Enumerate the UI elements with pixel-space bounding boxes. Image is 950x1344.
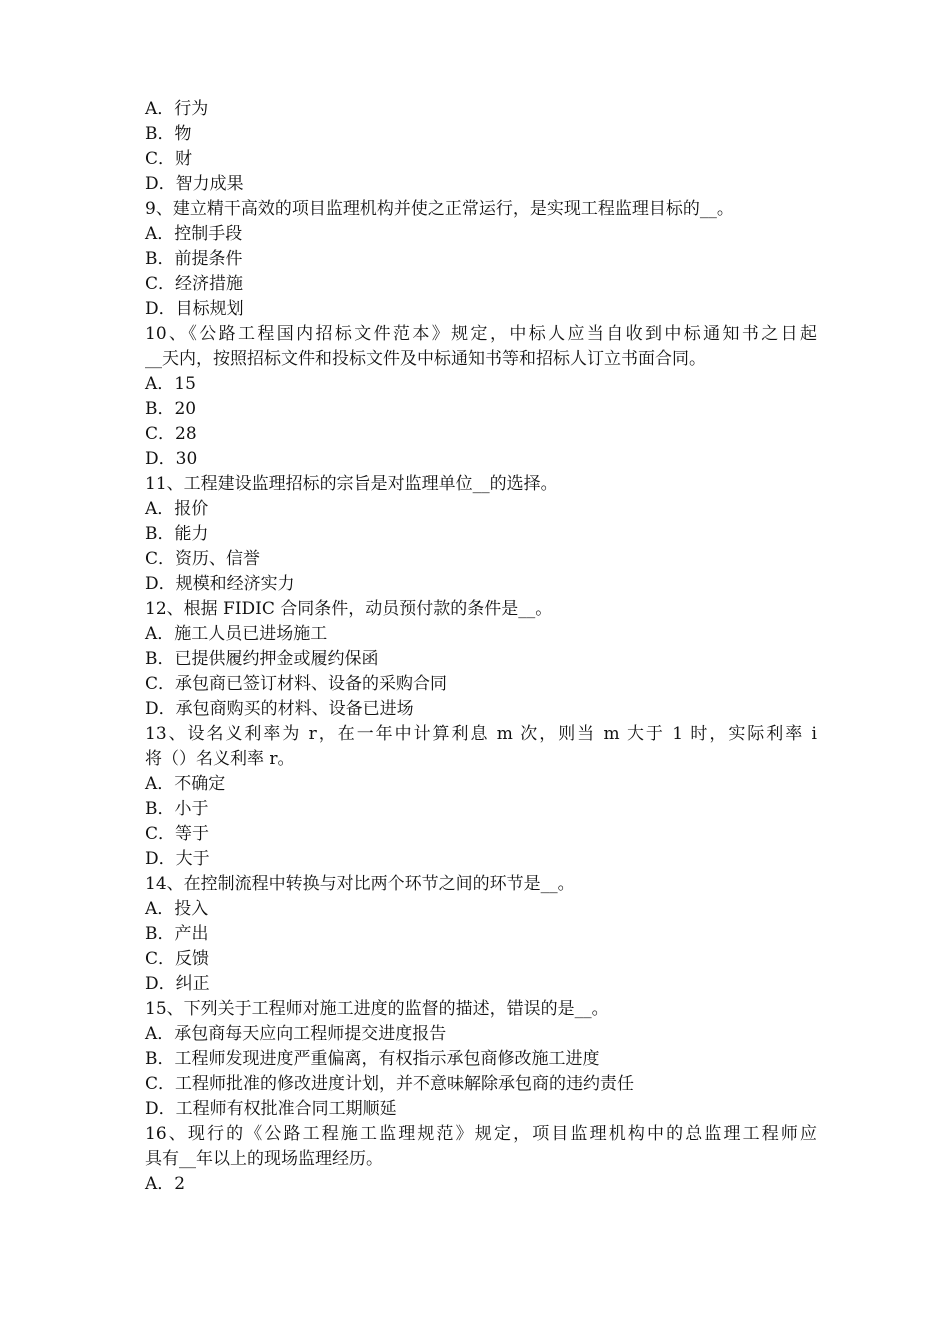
question-9: 9、建立精干高效的项目监理机构并使之正常运行，是实现工程监理目标的__。: [145, 199, 734, 219]
question-13-cont: 将（）名义利率 r。: [145, 749, 295, 769]
option-line: D．承包商购买的材料、设备已进场: [145, 699, 414, 719]
option-line: C．资历、信誉: [145, 549, 261, 569]
option-line: B．小于: [145, 799, 209, 819]
option-line: B．20: [145, 399, 197, 419]
option-line: A．投入: [145, 899, 209, 919]
option-line: B．工程师发现进度严重偏离，有权指示承包商修改施工进度: [145, 1049, 600, 1069]
option-line: B．能力: [145, 524, 209, 544]
option-line: D．大于: [145, 849, 210, 869]
option-line: A．承包商每天应向工程师提交进度报告: [145, 1024, 447, 1044]
option-line: D．30: [145, 449, 198, 469]
option-line: C．28: [145, 424, 197, 444]
option-line: D．纠正: [145, 974, 210, 994]
question-10-cont: __天内，按照招标文件和投标文件及中标通知书等和招标人订立书面合同。: [145, 349, 706, 369]
option-line: A．控制手段: [145, 224, 243, 244]
option-line: B．前提条件: [145, 249, 243, 269]
question-12: 12、根据 FIDIC 合同条件，动员预付款的条件是__。: [145, 599, 553, 619]
option-line: A．行为: [145, 99, 209, 119]
option-line: A．施工人员已进场施工: [145, 624, 328, 644]
option-line: D．目标规划: [145, 299, 244, 319]
question-10: 10、《公路工程国内招标文件范本》规定，中标人应当自收到中标通知书之日起: [145, 324, 817, 344]
option-line: D．工程师有权批准合同工期顺延: [145, 1099, 397, 1119]
option-line: A．15: [145, 374, 196, 394]
question-16: 16、现行的《公路工程施工监理规范》规定，项目监理机构中的总监理工程师应: [145, 1124, 817, 1144]
option-line: A．报价: [145, 499, 209, 519]
option-line: C．工程师批准的修改进度计划，并不意味解除承包商的违约责任: [145, 1074, 635, 1094]
option-line: D．规模和经济实力: [145, 574, 295, 594]
question-11: 11、工程建设监理招标的宗旨是对监理单位__的选择。: [145, 474, 558, 494]
document-body: [145, 97, 817, 1197]
option-line: D．智力成果: [145, 174, 244, 194]
option-line: C．等于: [145, 824, 210, 844]
option-line: C．反馈: [145, 949, 210, 969]
option-line: A．不确定: [145, 774, 226, 794]
option-line: B．物: [145, 124, 192, 144]
question-15: 15、下列关于工程师对施工进度的监督的描述，错误的是__。: [145, 999, 609, 1019]
option-line: C．财: [145, 149, 193, 169]
question-14: 14、在控制流程中转换与对比两个环节之间的环节是__。: [145, 874, 575, 894]
option-line: C．经济措施: [145, 274, 244, 294]
option-line: A．2: [145, 1174, 186, 1194]
option-line: B．产出: [145, 924, 209, 944]
option-line: C．承包商已签订材料、设备的采购合同: [145, 674, 448, 694]
question-16-cont: 具有__年以上的现场监理经历。: [145, 1149, 383, 1169]
question-13: 13、设名义利率为 r，在一年中计算利息 m 次，则当 m 大于 1 时，实际利率 i: [145, 724, 817, 744]
option-line: B．已提供履约押金或履约保函: [145, 649, 379, 669]
